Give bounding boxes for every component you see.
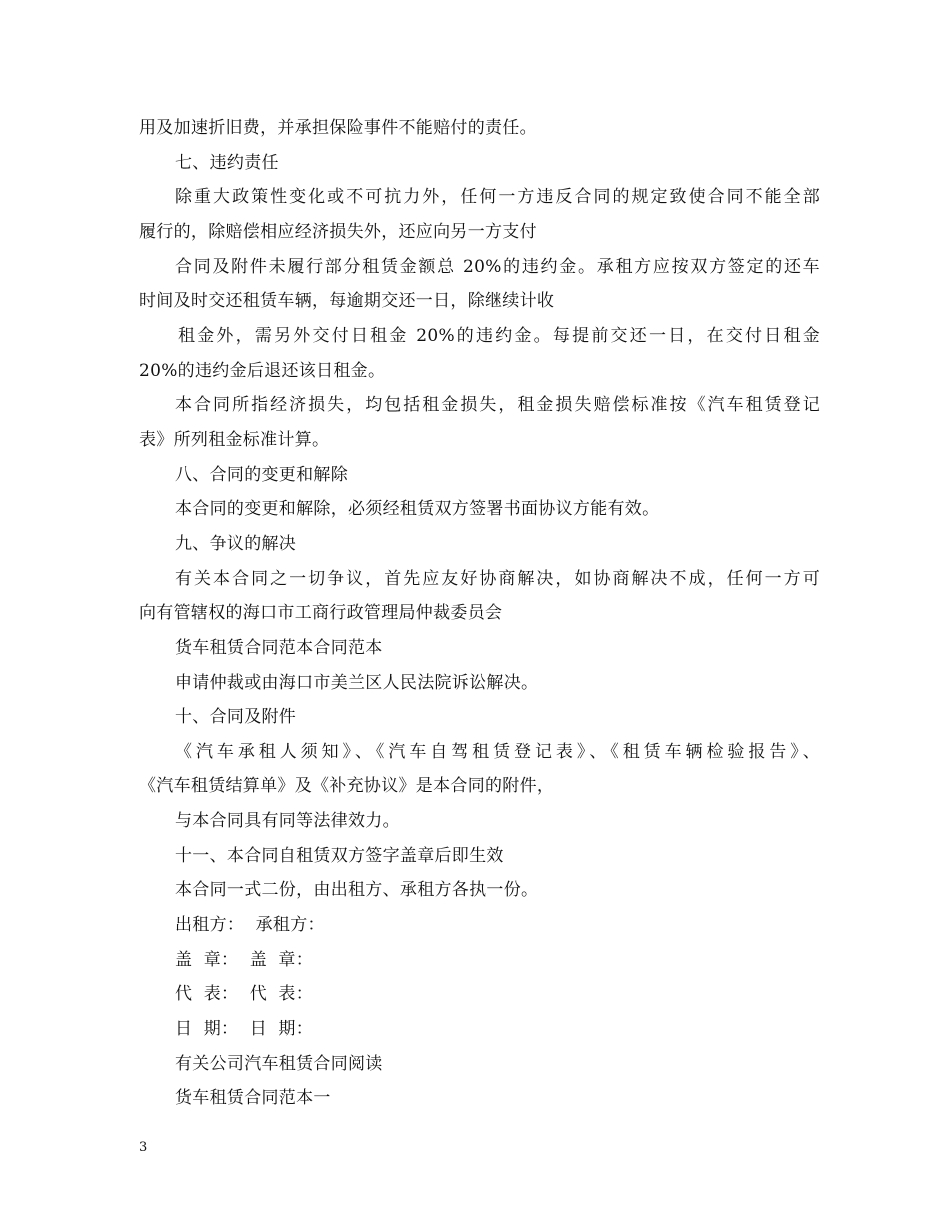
paragraph-line: 表》所列租金标准计算。 (139, 430, 330, 450)
signature-parties: 出租方： 承租方： (175, 915, 325, 935)
paragraph-line: 有关本合同之一切争议，首先应友好协商解决，如协商解决不成，任何一方可 (175, 569, 820, 589)
page-number: 3 (139, 1140, 148, 1155)
paragraph-line: 本合同的变更和解除，必须经租赁双方签署书面协议方能有效。 (175, 499, 660, 519)
paragraph-line: 用及加速折旧费，并承担保险事件不能赔付的责任。 (139, 118, 537, 138)
paragraph-line: 向有管辖权的海口市工商行政管理局仲裁委员会 (139, 603, 503, 623)
signature-date: 日 期： 日 期： (175, 1019, 314, 1039)
paragraph-line: 货车租赁合同范本一 (175, 1088, 331, 1108)
paragraph-line: 租金外，需另外交付日租金 20%的违约金。每提前交还一日，在交付日租金 (178, 326, 820, 346)
paragraph-line: 履行的，除赔偿相应经济损失外，还应向另一方支付 (139, 222, 537, 242)
paragraph-line: 《汽车租赁结算单》及《补充协议》是本合同的附件， (139, 776, 555, 796)
paragraph-line: 货车租赁合同范本合同范本 (175, 638, 383, 658)
paragraph-line: 时间及时交还租赁车辆，每逾期交还一日，除继续计收 (139, 291, 555, 311)
section-heading-dispute: 九、争议的解决 (175, 534, 297, 554)
section-heading-attachments: 十、合同及附件 (175, 707, 297, 727)
paragraph-line: 合同及附件未履行部分租赁金额总 20%的违约金。承租方应按双方签定的还车 (175, 257, 820, 277)
signature-representative: 代 表： 代 表： (175, 984, 314, 1004)
section-heading-effective: 十一、本合同自租赁双方签字盖章后即生效 (175, 846, 504, 866)
section-heading-breach: 七、违约责任 (175, 153, 279, 173)
paragraph-line: 有关公司汽车租赁合同阅读 (175, 1054, 383, 1074)
section-heading-amendment: 八、合同的变更和解除 (175, 465, 348, 485)
signature-seal: 盖 章： 盖 章： (175, 950, 314, 970)
paragraph-line: 与本合同具有同等法律效力。 (175, 811, 400, 831)
paragraph-line: 除重大政策性变化或不可抗力外，任何一方违反合同的规定致使合同不能全部 (175, 187, 820, 207)
paragraph-line: 《汽车承租人须知》、《汽车自驾租赁登记表》、《租赁车辆检验报告》、 (175, 742, 820, 762)
paragraph-line: 20%的违约金后退还该日租金。 (139, 361, 386, 381)
paragraph-line: 本合同所指经济损失，均包括租金损失，租金损失赔偿标准按《汽车租赁登记 (175, 395, 820, 415)
paragraph-line: 本合同一式二份，由出租方、承租方各执一份。 (175, 880, 539, 900)
paragraph-line: 申请仲裁或由海口市美兰区人民法院诉讼解决。 (175, 673, 539, 693)
